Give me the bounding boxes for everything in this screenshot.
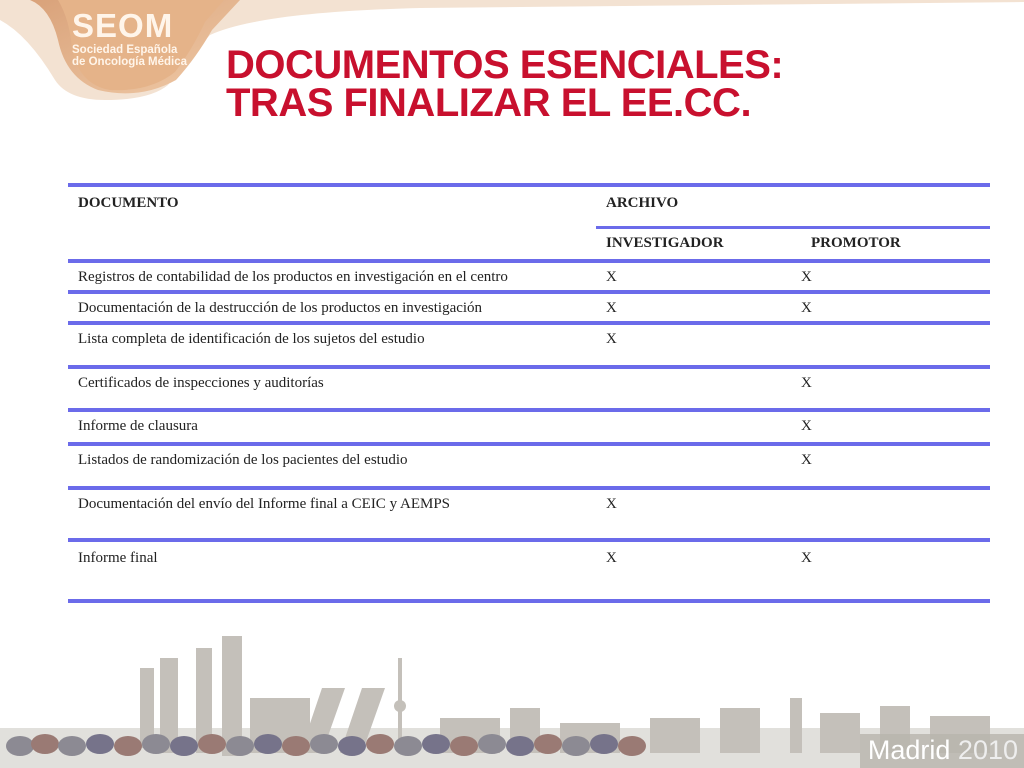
- cell-documento: Lista completa de identificación de los sujetos del estudio: [78, 331, 425, 347]
- title-line-1: DOCUMENTOS ESENCIALES:: [226, 43, 784, 87]
- cell-investigador: [596, 446, 791, 486]
- table-row: [68, 542, 990, 599]
- cell-investigador: X: [606, 300, 617, 316]
- cell-documento: Listados de randomización de los pacientes del estudio: [78, 452, 408, 468]
- cell-promotor: [791, 490, 990, 538]
- cell-promotor: [791, 325, 990, 365]
- cell-documento: Registros de contabilidad de los productos en investigación en el centro: [78, 269, 508, 285]
- header-promotor: PROMOTOR: [811, 235, 901, 251]
- cell-promotor: X: [801, 269, 812, 285]
- cell-investigador: X: [606, 550, 617, 566]
- logo-subtitle-line1: Sociedad Española: [72, 44, 178, 56]
- cell-investigador: [596, 412, 791, 442]
- cell-promotor: X: [801, 550, 812, 566]
- cell-documento: Informe final: [78, 550, 158, 566]
- city-name: Madrid: [867, 735, 951, 765]
- cell-investigador: X: [606, 331, 617, 347]
- cell-investigador: X: [606, 269, 617, 285]
- cell-promotor: X: [801, 418, 812, 434]
- cell-documento: Documentación de la destrucción de los productos en investigación: [78, 300, 483, 316]
- cell-documento: Documentación del envío del Informe final a CEIC y AEMPS: [78, 496, 451, 512]
- table-row: [68, 263, 990, 290]
- logo-subtitle-line2: de Oncología Médica: [72, 56, 188, 68]
- header-archivo: ARCHIVO: [606, 195, 679, 211]
- seom-logo: [72, 8, 187, 68]
- table-row: [68, 294, 990, 321]
- table-row: [68, 412, 990, 442]
- cell-promotor: X: [801, 300, 812, 316]
- cell-investigador: X: [606, 496, 617, 512]
- table-row: [68, 446, 990, 486]
- cell-promotor: X: [801, 452, 812, 468]
- title-line-2: TRAS FINALIZAR EL EE.CC.: [226, 81, 752, 125]
- cell-promotor: X: [801, 375, 812, 391]
- cell-documento: Certificados de inspecciones y auditorías: [78, 375, 324, 391]
- header-blank: [68, 226, 596, 259]
- table-row: [68, 369, 990, 408]
- header-investigador: INVESTIGADOR: [606, 235, 724, 251]
- header-documento: DOCUMENTO: [78, 195, 179, 211]
- madrid-2010-wordmark: [868, 735, 1018, 766]
- table-row: [68, 325, 990, 365]
- logo-brand: SEOM: [72, 7, 174, 44]
- cell-documento: Informe de clausura: [78, 418, 198, 434]
- cell-investigador: [596, 369, 791, 408]
- table-row: [68, 490, 990, 538]
- event-year: 2010: [957, 735, 1018, 765]
- essential-documents-table: [68, 183, 990, 603]
- page-title: [226, 43, 784, 125]
